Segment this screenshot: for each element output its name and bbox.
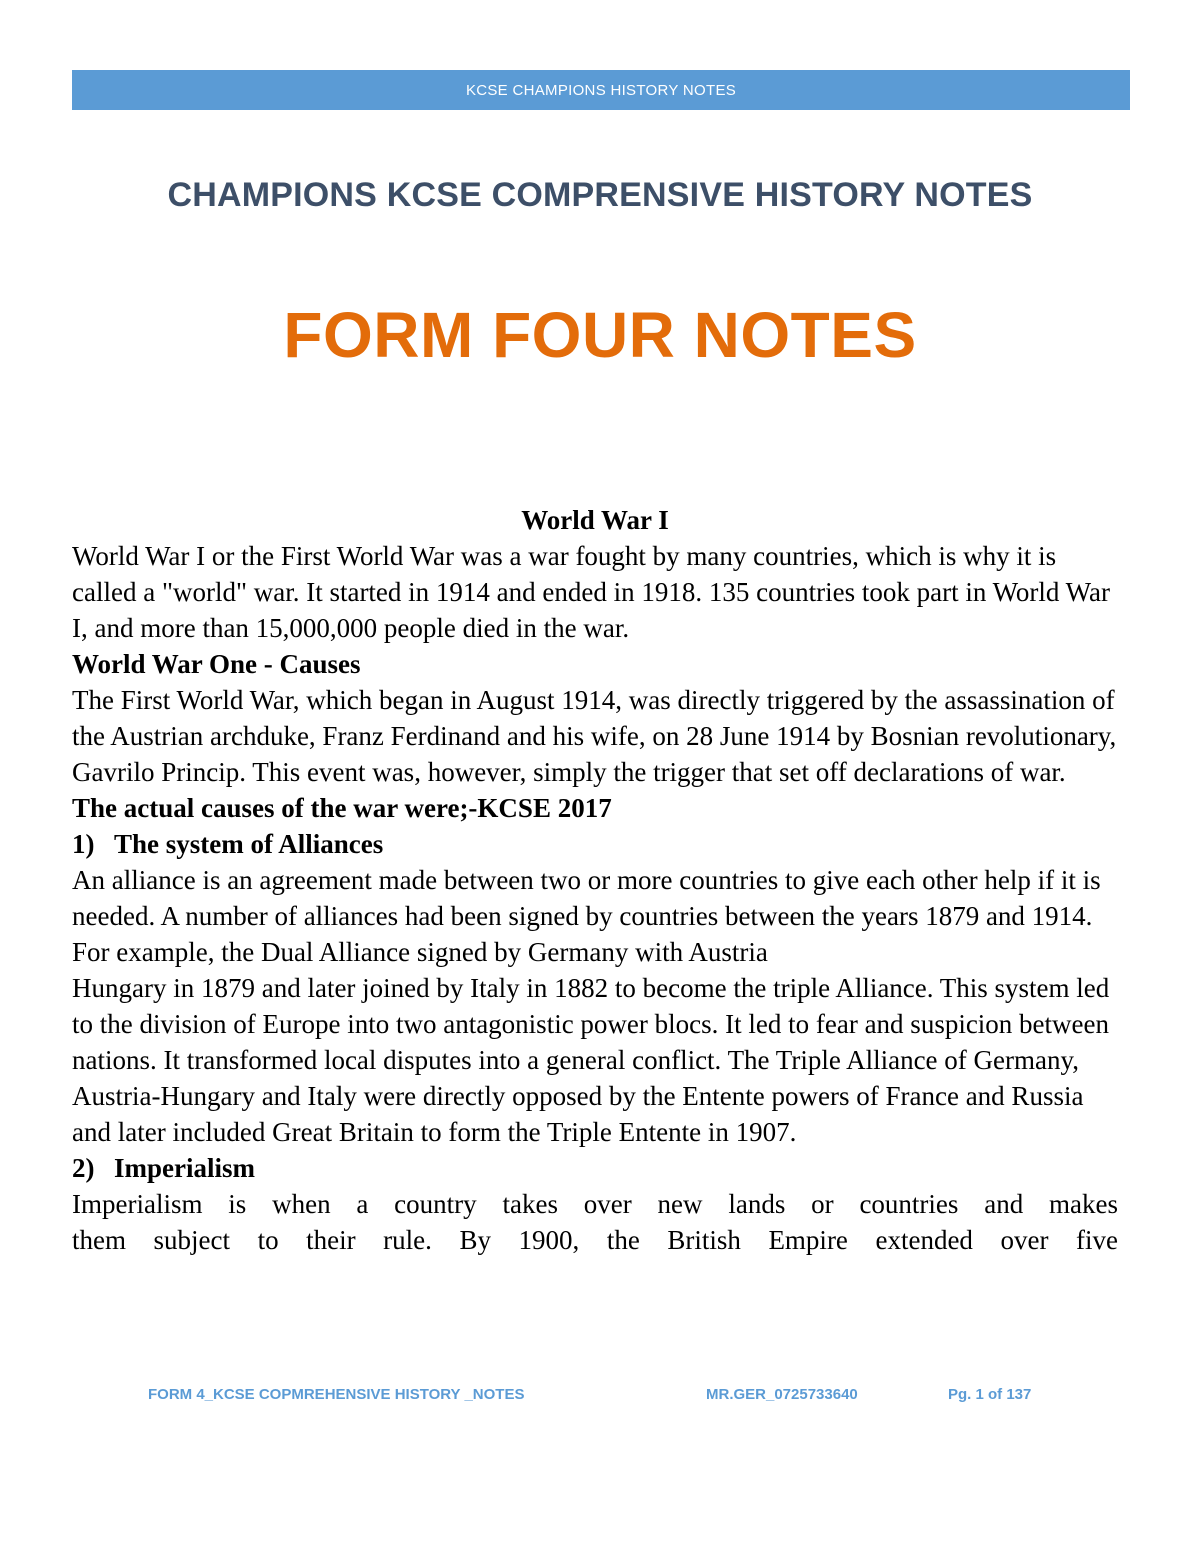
- header-bar-text: KCSE CHAMPIONS HISTORY NOTES: [465, 81, 737, 99]
- alliances-heading-row: [72, 826, 1118, 862]
- imperialism-number: 2): [72, 1153, 95, 1183]
- causes-paragraph: The First World War, which began in August 1914, was directly triggered by the assassination of the Austrian archduke, Franz Ferdinand and his wife, on 28 June 1914 by Bosnian revolutionary, Gavrilo Princip. This event was, however, simply the trigger that set off declarations of war.: [72, 685, 1117, 787]
- alliances-paragraph-1: An alliance is an agreement made between two or more countries to give each other help if it is needed. A number of alliances had been signed by countries between the years 1879 and 1914. For example, the Dual Alliance signed by Germany with Austria: [72, 865, 1101, 967]
- footer-document-title: FORM 4_KCSE COPMREHENSIVE HISTORY _NOTES: [148, 1386, 525, 1403]
- document-body: [72, 502, 1118, 1258]
- alliances-paragraph-2: Hungary in 1879 and later joined by Italy in 1882 to become the triple Alliance. This system led to the division of Europe into two antagonistic power blocs. It led to fear and suspicion between nations. It transformed local disputes into a general conflict. The Triple Alliance of Germany, Austria-Hungary and Italy were directly opposed by the Entente powers of France and Russia and later included Great Britain to form the Triple Entente in 1907.: [72, 973, 1110, 1147]
- footer-author-contact: MR.GER_0725733640: [706, 1386, 858, 1403]
- imperialism-heading-row: [72, 1150, 1118, 1186]
- main-title: CHAMPIONS KCSE COMPRENSIVE HISTORY NOTES: [167, 176, 1033, 214]
- header-bar: [72, 70, 1130, 110]
- wwi-intro-paragraph: World War I or the First World War was a war fought by many countries, which is why it is called a "world" war. It started in 1914 and ended in 1918. 135 countries took part in World War I, and more than 15,000,000 people died in the war.: [72, 541, 1110, 643]
- actual-causes-heading: The actual causes of the war were;-KCSE 2017: [72, 793, 612, 823]
- imperialism-line-1: Imperialism is when a country takes over new lands or countries and makes: [72, 1189, 1118, 1219]
- wwi-heading: World War I: [521, 505, 669, 535]
- footer-page-number: Pg. 1 of 137: [948, 1386, 1032, 1403]
- form-title: FORM FOUR NOTES: [283, 299, 917, 371]
- alliances-number: 1): [72, 829, 95, 859]
- imperialism-heading: Imperialism: [114, 1153, 255, 1183]
- causes-heading: World War One - Causes: [72, 649, 361, 679]
- imperialism-line-2: them subject to their rule. By 1900, the British Empire extended over five: [72, 1225, 1118, 1255]
- alliances-heading: The system of Alliances: [114, 829, 384, 859]
